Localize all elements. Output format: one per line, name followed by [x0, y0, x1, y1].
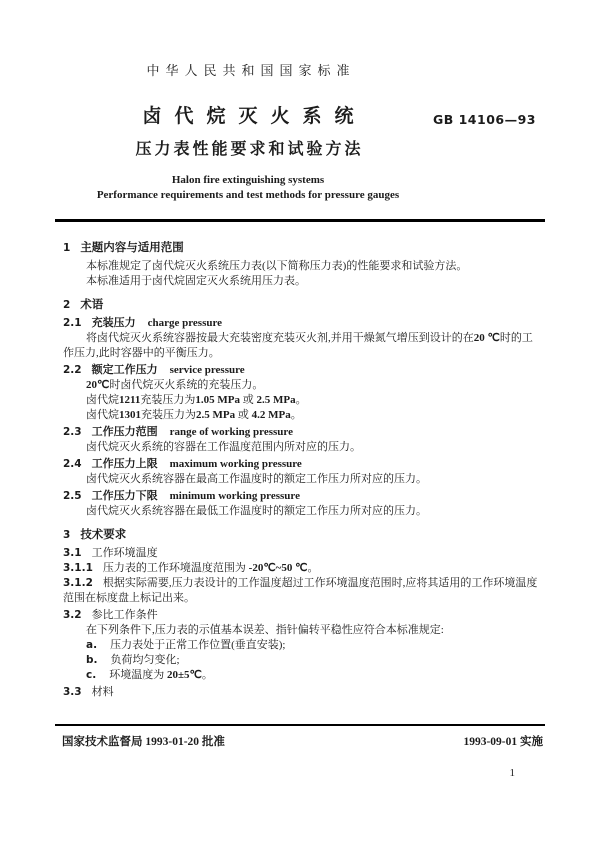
text-run: 工作压力范围 [91, 425, 158, 438]
clause-number: 2.1 [63, 316, 82, 329]
text-run: 2.5 MPa [196, 408, 236, 421]
text-run: 。 [290, 408, 302, 421]
clause-number: 3.2 [63, 608, 82, 621]
clause-number: 3.1.1 [63, 561, 93, 574]
text-run: 术语 [80, 298, 104, 311]
clause-number: 3 [63, 528, 71, 541]
text-run: 技术要求 [80, 528, 127, 541]
text-run: 卤代烷灭火系统容器在最低工作温度时的额定工作压力所对应的压力。 [86, 504, 427, 517]
document-body [0, 222, 600, 700]
clause-heading [63, 685, 542, 700]
list-item [63, 638, 542, 653]
clause-heading [63, 363, 542, 378]
text-run: 时卤代烷灭火系统的充装压力。 [109, 378, 264, 391]
text-run: 1211 [119, 393, 141, 406]
text-run: 参比工作条件 [91, 608, 158, 621]
title-english-line1: Halon fire extinguishing systems [171, 174, 325, 186]
clause-number: 2.4 [63, 457, 82, 470]
text-run: 卤代烷灭火系统的容器在工作温度范围内所对应的压力。 [86, 440, 361, 453]
standard-label: 中华人民共和国国家标准 [146, 63, 356, 78]
clause-heading [63, 489, 542, 504]
document-header [0, 0, 600, 201]
text-run: 20℃ [86, 378, 110, 391]
english-term: maximum working pressure [169, 457, 302, 470]
list-item [63, 653, 542, 668]
clause-number: 3.1 [63, 546, 82, 559]
section-heading [63, 298, 542, 313]
body-line [63, 623, 542, 638]
standard-number: GB 14106—93 [432, 112, 536, 127]
english-term: service pressure [169, 363, 245, 376]
clause-number: 2.5 [63, 489, 82, 502]
text-run: 环境温度为 [109, 668, 167, 681]
text-run: 时的工作压力,此时容器中的平衡压力。 [63, 331, 533, 359]
body-line [63, 393, 542, 408]
clause-number: 3.3 [63, 685, 82, 698]
text-run: 。 [307, 561, 319, 574]
text-run: 负荷均匀变化; [110, 653, 180, 666]
text-run: 卤代烷 [86, 408, 119, 421]
body-line [63, 576, 542, 606]
body-line [63, 504, 542, 519]
clause-number: 2 [63, 298, 71, 311]
english-term: minimum working pressure [169, 489, 300, 502]
text-run: 卤代烷 [86, 393, 119, 406]
text-run: 。 [201, 668, 213, 681]
text-run: 4.2 MPa [251, 408, 291, 421]
footer-divider [55, 724, 545, 726]
text-run: 根据实际需要,压力表设计的工作温度超过工作环境温度范围时,应将其适用的工作环境温度范围在标度盘上标记出来。 [63, 576, 538, 604]
body-line [63, 472, 542, 487]
english-term: range of working pressure [169, 425, 293, 438]
clause-number: b. [86, 653, 98, 666]
title-english-line2: Performance requirements and test methods for pressure gauges [96, 189, 400, 201]
clause-heading [63, 546, 542, 561]
text-run: 充装压力为 [141, 408, 196, 421]
text-run: 。 [295, 393, 307, 406]
document-footer [55, 724, 545, 779]
text-run: 工作压力下限 [91, 489, 158, 502]
text-run: 在下列条件下,压力表的示值基本误差、指针偏转平稳性应符合本标准规定: [86, 623, 444, 636]
clause-number: c. [86, 668, 97, 681]
section-heading [63, 528, 542, 543]
text-run: 本标准适用于卤代烷固定灭火系统用压力表。 [86, 274, 306, 287]
body-line [63, 408, 542, 423]
text-run: 工作压力上限 [91, 457, 158, 470]
clause-number: 2.3 [63, 425, 82, 438]
text-run: 额定工作压力 [91, 363, 158, 376]
text-run: 充装压力为 [140, 393, 196, 406]
text-run: 1301 [119, 408, 141, 421]
clause-heading [63, 608, 542, 623]
text-run: 压力表的工作环境温度范围为 [102, 561, 249, 574]
text-run: 1.05 MPa [195, 393, 241, 406]
body-line [63, 561, 542, 576]
page-number: 1 [509, 766, 515, 779]
text-run: 充装压力 [91, 316, 136, 329]
clause-number: 2.2 [63, 363, 82, 376]
text-run: 材料 [91, 685, 114, 698]
body-line [63, 259, 542, 274]
text-run: 将卤代烷灭火系统容器按最大充装密度充装灭火剂,并用干燥氮气增压到设计的在 [86, 331, 474, 344]
clause-number: 3.1.2 [63, 576, 93, 589]
english-term: charge pressure [147, 316, 223, 329]
body-line [63, 440, 542, 455]
text-run: 20±5℃ [166, 668, 202, 681]
section-heading [63, 241, 542, 256]
text-run: 本标准规定了卤代烷灭火系统压力表(以下简称压力表)的性能要求和试验方法。 [86, 259, 468, 272]
body-line [63, 331, 542, 361]
clause-heading [63, 425, 542, 440]
body-line [63, 274, 542, 289]
text-run: 或 [235, 408, 252, 421]
implementation-notice: 1993-09-01 实施 [463, 735, 543, 748]
text-run: -20℃~50 ℃ [248, 561, 308, 574]
clause-heading [63, 316, 542, 331]
text-run: 2.5 MPa [256, 393, 296, 406]
approval-notice: 国家技术监督局 1993-01-20 批准 [62, 735, 225, 748]
text-run: 压力表处于正常工作位置(垂直安装); [110, 638, 286, 651]
text-run: 卤代烷灭火系统容器在最高工作温度时的额定工作压力所对应的压力。 [86, 472, 427, 485]
clause-heading [63, 457, 542, 472]
title-chinese-sub: 压力表性能要求和试验方法 [135, 141, 364, 158]
footer-row [55, 733, 545, 749]
clause-number: a. [86, 638, 98, 651]
text-run: 工作环境温度 [91, 546, 158, 559]
title-chinese-main: 卤代烷灭火系统 [142, 106, 367, 127]
text-run: 或 [240, 393, 257, 406]
list-item [63, 668, 542, 683]
text-run: 20 ℃ [473, 331, 500, 344]
body-line [63, 378, 542, 393]
clause-number: 1 [63, 241, 71, 254]
text-run: 主题内容与适用范围 [80, 241, 184, 254]
